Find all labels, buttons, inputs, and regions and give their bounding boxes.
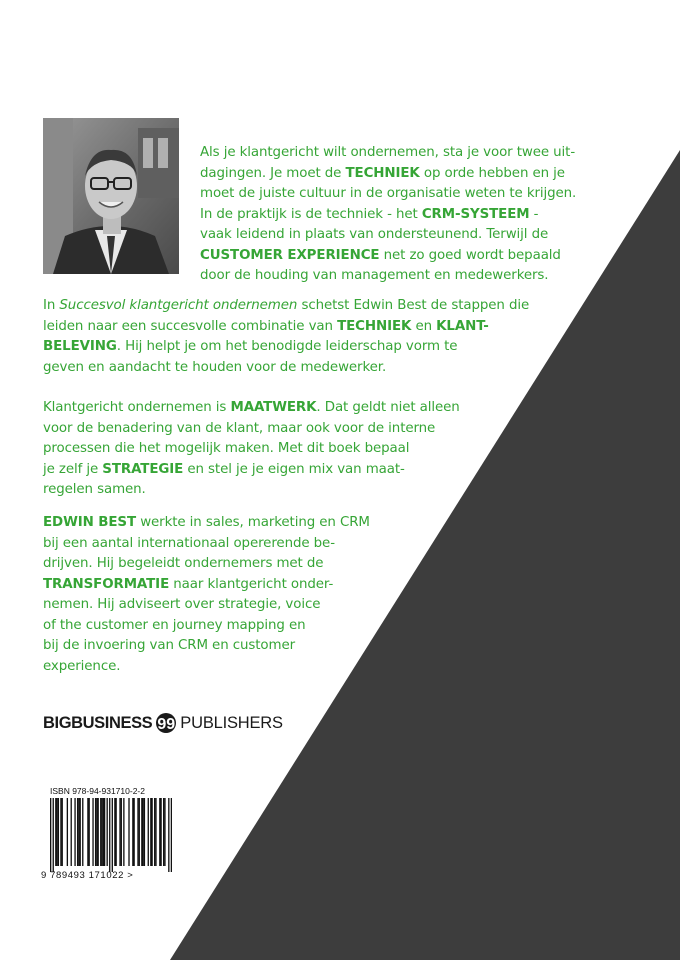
text-run: - xyxy=(529,206,539,222)
bio-line xyxy=(43,595,370,616)
barcode-bar xyxy=(139,798,140,866)
barcode-bar xyxy=(60,798,61,866)
text-run: drijven. Hij begeleidt ondernemers met de xyxy=(43,556,324,571)
text-run: moet de juiste cultuur in de organisatie weten te krijgen. xyxy=(200,186,577,201)
barcode-bar xyxy=(103,798,104,866)
text-run: dagingen. Je moet de xyxy=(200,165,346,181)
author-portrait-image xyxy=(43,118,179,274)
barcode-bar xyxy=(62,798,63,866)
barcode-bar xyxy=(137,798,138,866)
barcode-bar xyxy=(154,798,155,866)
barcode-bar xyxy=(151,798,152,866)
keyword-transformatie: TRANSFORMATIE xyxy=(43,576,170,592)
barcode-bar xyxy=(74,798,75,866)
keyword-customer-experience: CUSTOMER EXPERIENCE xyxy=(200,247,380,263)
barcode-bar xyxy=(163,798,164,866)
barcode-bar xyxy=(55,798,56,866)
barcode-bar xyxy=(107,798,108,866)
barcode-bar xyxy=(87,798,88,866)
barcode-bar xyxy=(142,798,143,866)
bio-line xyxy=(43,657,370,678)
isbn-barcode xyxy=(40,784,180,884)
barcode-bar xyxy=(80,798,81,866)
paragraph-line xyxy=(43,296,529,317)
keyword-techniek: TECHNIEK xyxy=(337,318,412,334)
quote-mark-icon: 99 xyxy=(156,713,176,733)
keyword-klant: KLANT- xyxy=(436,318,489,334)
barcode-bar xyxy=(128,798,129,866)
text-run: In xyxy=(43,298,60,313)
barcode-bar xyxy=(100,798,101,866)
barcode-bar xyxy=(112,798,113,872)
barcode-bar xyxy=(144,798,145,866)
publisher-logo xyxy=(43,711,283,735)
text-run: regelen samen. xyxy=(43,482,146,497)
text-run: . Dat geldt niet alleen xyxy=(316,400,460,415)
author-name: EDWIN BEST xyxy=(43,515,137,530)
intro-line xyxy=(200,164,576,185)
barcode-bar xyxy=(98,798,99,866)
barcode-bar xyxy=(50,798,51,872)
paragraph-line xyxy=(43,398,460,419)
paragraph-line xyxy=(43,337,529,358)
keyword-techniek: TECHNIEK xyxy=(345,165,420,181)
text-run: werkte in sales, marketing en CRM xyxy=(136,515,370,530)
barcode-bar xyxy=(141,798,142,866)
barcode-bar xyxy=(159,798,160,866)
barcode-bar xyxy=(155,798,156,866)
bio-line xyxy=(43,636,370,657)
barcode-bar xyxy=(171,798,172,872)
text-run: en stel je je eigen mix van maat- xyxy=(183,461,405,477)
barcode-bar xyxy=(92,798,93,866)
barcode-bar xyxy=(58,798,59,866)
text-run: leiden naar een succesvolle combinatie van xyxy=(43,318,338,334)
text-run: en xyxy=(411,318,437,334)
intro-line xyxy=(200,266,576,287)
text-run: schetst Edwin Best de stappen die xyxy=(297,298,530,313)
barcode-bars xyxy=(50,798,172,872)
barcode-bar xyxy=(133,798,134,866)
text-run: nemen. Hij adviseert over strategie, voice xyxy=(43,597,321,612)
barcode-bar xyxy=(121,798,122,866)
barcode-bar xyxy=(67,798,68,866)
book-title-italic: Succesvol klantgericht ondernemen xyxy=(59,298,298,313)
text-run: op orde hebben en je xyxy=(419,165,565,181)
author-photo xyxy=(43,118,179,274)
bio-line xyxy=(43,534,370,555)
paragraph-line xyxy=(43,480,460,501)
text-run: vaak leidend in plaats van ondersteunend. Terwijl de xyxy=(200,227,549,242)
barcode-bar xyxy=(115,798,116,866)
intro-line xyxy=(200,225,576,246)
barcode-bar xyxy=(123,798,124,866)
intro-line xyxy=(200,246,576,267)
text-run: voor de benadering van de klant, maar ook voor de interne xyxy=(43,420,436,436)
isbn-label: ISBN 978-94-931710-2-2 xyxy=(50,786,145,796)
barcode-bar xyxy=(95,798,96,866)
barcode-bar xyxy=(119,798,120,866)
barcode-bar xyxy=(150,798,151,866)
keyword-strategie: STRATEGIE xyxy=(102,461,184,477)
text-run: . Hij helpt je om het benodigde leiderschap vorm te xyxy=(116,339,458,354)
publisher-name-bold: BIGBUSINESS xyxy=(43,713,153,732)
intro-line xyxy=(200,184,576,205)
paragraph-combination xyxy=(43,296,529,378)
text-run: Als je klantgericht wilt ondernemen, sta je voor twee uit- xyxy=(200,145,576,160)
barcode-bar xyxy=(96,798,97,866)
barcode-bar xyxy=(160,798,161,866)
intro-paragraph xyxy=(200,143,576,287)
barcode-bar xyxy=(56,798,57,866)
text-run: Klantgericht ondernemen is xyxy=(43,400,231,415)
text-run: door de houding van management en medewerkers. xyxy=(200,268,549,283)
paragraph-line xyxy=(43,358,529,379)
barcode-bar xyxy=(132,798,133,866)
paragraph-line xyxy=(43,460,460,481)
barcode-bar xyxy=(104,798,105,866)
barcode-bar xyxy=(53,798,54,872)
text-run: In de praktijk is de techniek - het xyxy=(200,206,422,222)
barcode-bar xyxy=(82,798,83,866)
barcode-bar xyxy=(77,798,78,866)
intro-line xyxy=(200,205,576,226)
barcode-bar xyxy=(109,798,110,872)
isbn-digits: 9 789493 171022 > xyxy=(41,870,134,881)
text-run: bij de invoering van CRM en customer xyxy=(43,638,295,653)
paragraph-line xyxy=(43,439,460,460)
text-run: of the customer en journey mapping en xyxy=(43,617,306,633)
barcode-bar xyxy=(78,798,79,866)
keyword-crm-systeem: CRM-SYSTEEM xyxy=(421,206,530,222)
bio-line xyxy=(43,513,370,534)
paragraph-line xyxy=(43,317,529,338)
barcode-bar xyxy=(148,798,149,866)
barcode-bar xyxy=(164,798,165,866)
barcode-bar xyxy=(114,798,115,866)
barcode-bar xyxy=(168,798,169,872)
bio-line xyxy=(43,554,370,575)
keyword-maatwerk: MAATWERK xyxy=(230,400,317,415)
intro-line xyxy=(200,143,576,164)
paragraph-line xyxy=(43,419,460,440)
bio-line xyxy=(43,616,370,637)
keyword-beleving: BELEVING xyxy=(43,339,117,354)
barcode-bar xyxy=(89,798,90,866)
barcode-bar xyxy=(101,798,102,866)
barcode-bar xyxy=(71,798,72,866)
paragraph-maatwerk xyxy=(43,398,460,501)
text-run: geven en aandacht te houden voor de medewerker. xyxy=(43,359,387,375)
publisher-name-light: PUBLISHERS xyxy=(180,713,283,732)
text-run: net zo goed wordt bepaald xyxy=(379,247,561,263)
bio-line xyxy=(43,575,370,596)
text-run: bij een aantal internationaal opererende be- xyxy=(43,535,335,551)
text-run: experience. xyxy=(43,658,121,674)
author-bio xyxy=(43,513,370,677)
text-run: je zelf je xyxy=(43,461,103,477)
text-run: processen die het mogelijk maken. Met dit boek bepaal xyxy=(43,441,410,456)
text-run: naar klantgericht onder- xyxy=(169,576,334,592)
